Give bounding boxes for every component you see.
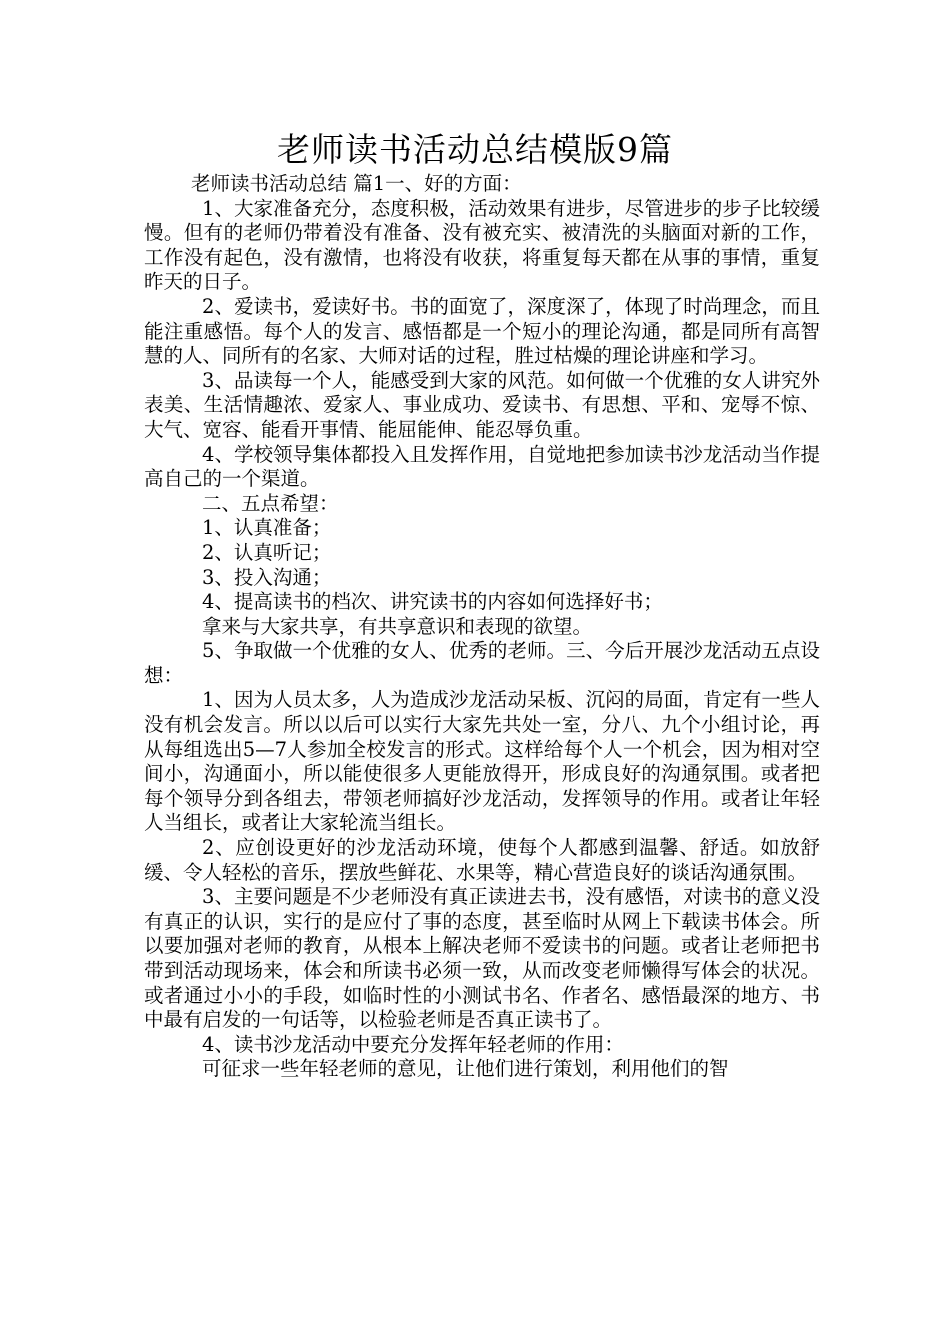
body-paragraph: 3、品读每一个人，能感受到大家的风范。如何做一个优雅的女人讲究外表美、生活情趣浓、爱家人、事业成功、爱读书、有思想、平和、宠辱不惊、大气、宽容、能看开事情、能屈能伸、能忍辱负重。 — [144, 368, 820, 441]
list-item: 1、认真准备； — [202, 516, 332, 540]
list-item: 4、提高读书的档次、讲究读书的内容如何选择好书； — [202, 590, 663, 614]
section-heading-paragraph: 老师读书活动总结 篇1一、好的方面： — [191, 172, 522, 195]
body-paragraph: 1、因为人员太多，人为造成沙龙活动呆板、沉闷的局面，肯定有一些人没有机会发言。所以以后可以实行大家先共处一室，分八、九个小组讨论，再从每组选出5—7人参加全校发言的形式。这样给每个人一个机会，因为相对空间小，沟通面小，所以能使很多人更能放得开，形成良好的沟通氛围。或者把每个领导分到各组去，带领老师搞好沙龙活动，发挥领导的作用。或者让年轻人当组长，或者让大家轮流当组长。 — [144, 688, 820, 835]
list-item: 2、认真听记； — [202, 540, 332, 564]
body-paragraph: 5、争取做一个优雅的女人、优秀的老师。三、今后开展沙龙活动五点设想： — [144, 639, 820, 687]
body-paragraph: 可征求一些年轻老师的意见，让他们进行策划，利用他们的智 — [202, 1057, 729, 1081]
body-paragraph: 拿来与大家共享，有共享意识和表现的欲望。 — [202, 614, 593, 638]
body-paragraph: 2、应创设更好的沙龙活动环境，使每个人都感到温馨、舒适。如放舒缓、令人轻松的音乐，摆放些鲜花、水果等，精心营造良好的谈话沟通氛围。 — [144, 836, 820, 884]
body-paragraph: 2、爱读书，爱读好书。书的面宽了，深度深了，体现了时尚理念，而且能注重感悟。每个人的发言、感悟都是一个短小的理论沟通，都是同所有高智慧的人、同所有的名家、大师对话的过程，胜过枯燥的理论讲座和学习。 — [144, 294, 820, 368]
list-item: 3、投入沟通； — [202, 565, 332, 589]
section-heading-paragraph: 二、五点希望： — [202, 491, 339, 515]
body-paragraph: 4、学校领导集体都投入且发挥作用，自觉地把参加读书沙龙活动当作提高自己的一个渠道。 — [144, 442, 820, 491]
document-title: 老师读书活动总结模版9篇 — [277, 130, 673, 169]
body-paragraph: 3、主要问题是不少老师没有真正读进去书，没有感悟，对读书的意义没有真正的认识，实行的是应付了事的态度，甚至临时从网上下载读书体会。所以要加强对老师的教育，从根本上解决老师不爱读书的问题。或者让老师把书带到活动现场来，体会和所读书必须一致，从而改变老师懒得写体会的状况。或者通过小小的手段，如临时性的小测试书名、作者名、感悟最深的地方、书中最有启发的一句话等，以检验老师是否真正读书了。 — [144, 885, 820, 1032]
body-paragraph: 4、读书沙龙活动中要充分发挥年轻老师的作用： — [202, 1032, 624, 1056]
body-paragraph: 1、大家准备充分，态度积极，活动效果有进步，尽管进步的步子比较缓慢。但有的老师仍带着没有准备、没有被充实、被清洗的头脑面对新的工作，工作没有起色，没有激情，也将没有收获，将重复每天都在从事的事情，重复昨天的日子。 — [144, 196, 820, 294]
document-body — [144, 172, 820, 1082]
